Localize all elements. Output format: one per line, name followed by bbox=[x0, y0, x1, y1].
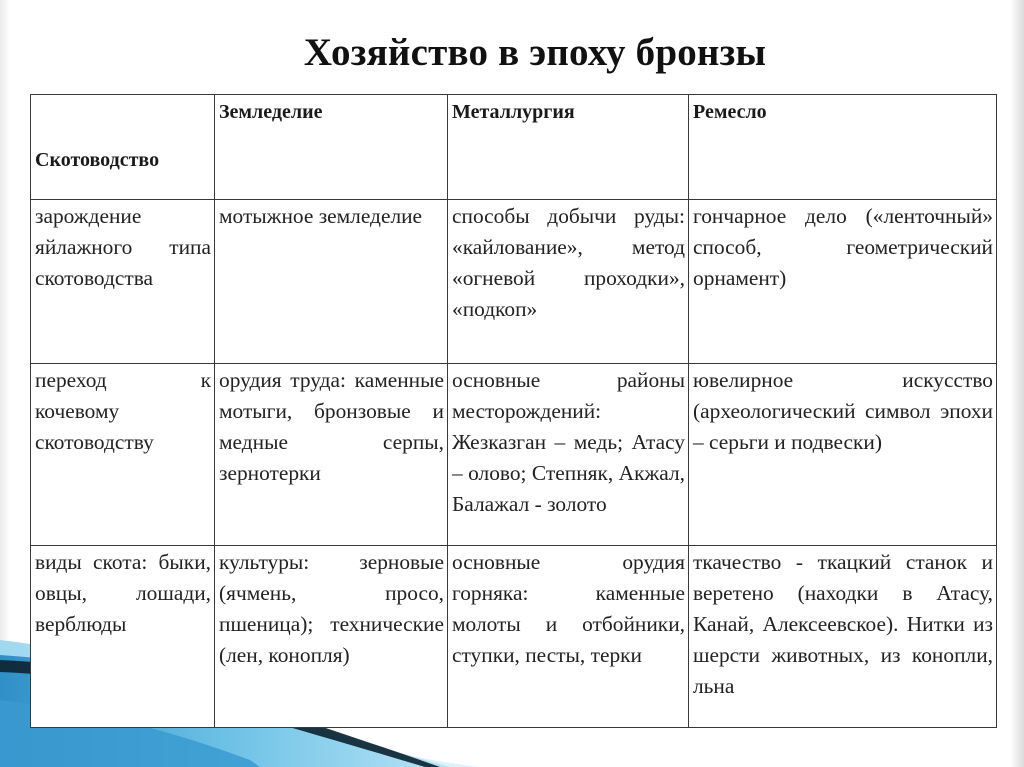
cell-text: основные орудия горняка: каменные молоты и отбойники, ступки, песты, терки bbox=[452, 550, 685, 667]
cell-text: способы добычи руды: «кайлование», метод «огневой проходки», «подкоп» bbox=[452, 204, 685, 321]
table-row bbox=[31, 364, 997, 546]
table-row bbox=[31, 200, 997, 364]
table-cell bbox=[689, 546, 997, 728]
page-title: Хозяйство в эпоху бронзы bbox=[303, 31, 767, 74]
cell-text: переход к кочевому скотоводству bbox=[35, 368, 211, 454]
table-cell bbox=[448, 200, 689, 364]
cell-text: гончарное дело («ленточный» способ, геометрический орнамент) bbox=[693, 204, 993, 290]
header-cell-crafts: Ремесло bbox=[689, 95, 997, 200]
table-cell bbox=[448, 364, 689, 546]
cell-text: основные районы месторождений: Жезказган – медь; Атасу – олово; Степняк, Акжал, Балажал - золото bbox=[452, 368, 685, 516]
cell-text: зарождение яйлажного типа скотоводства bbox=[35, 204, 211, 290]
economy-table bbox=[30, 94, 997, 728]
table-row bbox=[31, 546, 997, 728]
table-cell bbox=[215, 546, 448, 728]
table-cell bbox=[31, 546, 215, 728]
table-cell bbox=[448, 546, 689, 728]
cell-text: орудия труда: каменные мотыги, бронзовые и медные серпы, зернотерки bbox=[219, 368, 444, 485]
table-cell bbox=[215, 200, 448, 364]
cell-text: культуры: зерновые (ячмень, просо, пшеница); технические (лен, конопля) bbox=[219, 550, 444, 667]
header-cell-cattle: Скотоводство bbox=[31, 95, 215, 200]
header-cell-metallurgy: Металлургия bbox=[448, 95, 689, 200]
table-cell bbox=[689, 200, 997, 364]
header-cell-farming: Земледелие bbox=[215, 95, 448, 200]
table-cell bbox=[31, 200, 215, 364]
cell-text: виды скота: быки, овцы, лошади, верблюды bbox=[35, 550, 211, 636]
table-cell bbox=[31, 364, 215, 546]
table-cell bbox=[689, 364, 997, 546]
cell-text: ювелирное искусство (археологический символ эпохи – серьги и подвески) bbox=[693, 368, 993, 454]
table-header-row bbox=[31, 95, 997, 200]
cell-text: мотыжное земледелие bbox=[219, 204, 423, 228]
table-cell bbox=[215, 364, 448, 546]
cell-text: ткачество - ткацкий станок и веретено (находки в Атасу, Канай, Алексеевское). Нитки из шерсти животных, из конопли, льна bbox=[693, 550, 993, 698]
